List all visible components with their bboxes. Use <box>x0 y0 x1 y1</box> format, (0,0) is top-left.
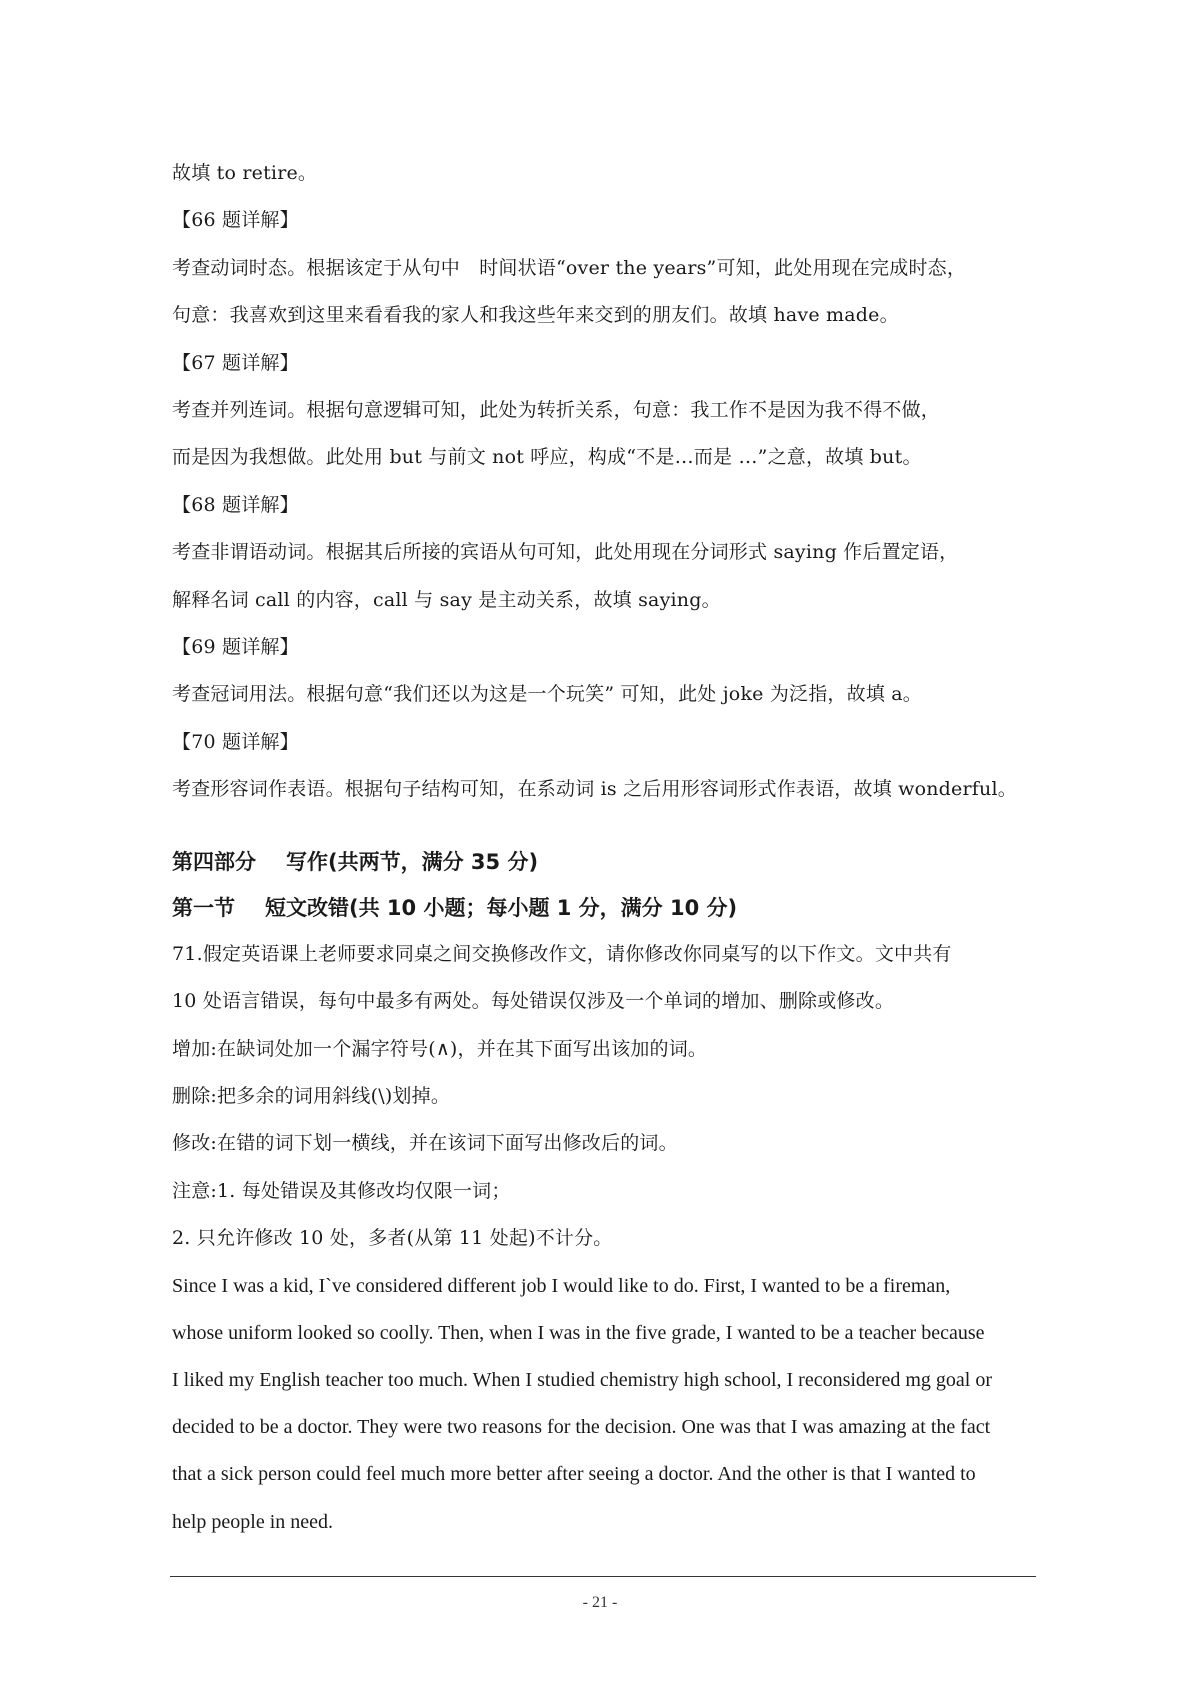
passage-line-2: whose uniform looked so coolly. Then, when I was in the five grade, I wanted to be a teacher because <box>172 1321 985 1344</box>
passage-line-4: decided to be a doctor. They were two reasons for the decision. One was that I was amazing at the fact <box>172 1416 991 1439</box>
question-line-1: 71.假定英语课上老师要求同桌之间交换修改作文，请你修改你同桌写的以下作文。文中共有 <box>172 942 952 965</box>
answer-68-header: 【68 题详解】 <box>172 493 299 516</box>
answer-69-header: 【69 题详解】 <box>172 636 299 659</box>
answer-69-line-1: 考查冠词用法。根据句意“我们还以为这是一个玩笑” 可知，此处 joke 为泛指，故填 a。 <box>172 683 923 706</box>
part-title-label: 第四部分 <box>172 849 256 874</box>
passage-line-5: that a sick person could feel much more better after seeing a doctor. And the other is that I wanted to <box>172 1463 976 1486</box>
instruction-delete: 删除:把多余的词用斜线(\)划掉。 <box>172 1084 451 1107</box>
question-line-2: 10 处语言错误，每句中最多有两处。每处错误仅涉及一个单词的增加、删除或修改。 <box>172 990 895 1013</box>
passage-line-1: Since I was a kid, I`ve considered different job I would like to do. First, I wanted to be a fireman, <box>172 1274 951 1297</box>
answer-68-line-1: 考查非谓语动词。根据其后所接的宾语从句可知，此处用现在分词形式 saying 作后置定语， <box>172 541 959 564</box>
answer-66-line-2: 句意：我喜欢到这里来看看我的家人和我这些年来交到的朋友们。故填 have made。 <box>172 304 899 327</box>
note-line-2: 2. 只允许修改 10 处，多者(从第 11 处起)不计分。 <box>172 1227 613 1250</box>
answer-67-line-1: 考查并列连词。根据句意逻辑可知，此处为转折关系，句意：我工作不是因为我不得不做， <box>172 399 941 422</box>
section-title-label: 第一节 <box>172 895 235 920</box>
footer-divider <box>170 1576 1036 1577</box>
answer-67-header: 【67 题详解】 <box>172 351 299 374</box>
answer-67-line-2: 而是因为我想做。此处用 but 与前文 not 呼应，构成“不是…而是 …”之意，故填 but。 <box>172 446 922 469</box>
page-number: - 21 - <box>582 1594 618 1611</box>
instruction-modify: 修改:在错的词下划一横线，并在该词下面写出修改后的词。 <box>172 1132 678 1155</box>
note-line-1: 注意:1. 每处错误及其修改均仅限一词； <box>172 1179 511 1202</box>
answer-66-header: 【66 题详解】 <box>172 209 299 232</box>
page-content <box>172 150 1032 1546</box>
section-title-text: 短文改错(共 10 小题；每小题 1 分，满分 10 分) <box>265 895 738 920</box>
instruction-add: 增加:在缺词处加一个漏字符号(∧)，并在其下面写出该加的词。 <box>172 1037 708 1060</box>
part-title <box>172 839 1032 885</box>
answer-68-line-2: 解释名词 call 的内容，call 与 say 是主动关系，故填 saying。 <box>172 588 721 611</box>
answer-intro-line: 故填 to retire。 <box>172 162 318 184</box>
answer-70-line-1: 考查形容词作表语。根据句子结构可知，在系动词 is 之后用形容词形式作表语，故填 wonderful。 <box>172 778 1017 801</box>
section-spacer <box>172 814 1032 839</box>
passage-line-3: I liked my English teacher too much. When I studied chemistry high school, I reconsidered mg goal or <box>172 1368 992 1391</box>
passage-line-6: help people in need. <box>172 1510 334 1533</box>
answer-70-header: 【70 题详解】 <box>172 730 299 753</box>
section-title <box>172 885 1032 931</box>
part-title-text: 写作(共两节，满分 35 分) <box>286 849 539 874</box>
answer-66-line-1: 考查动词时态。根据该定于从句中 时间状语“over the years”可知，此处用现在完成时态， <box>172 256 967 279</box>
